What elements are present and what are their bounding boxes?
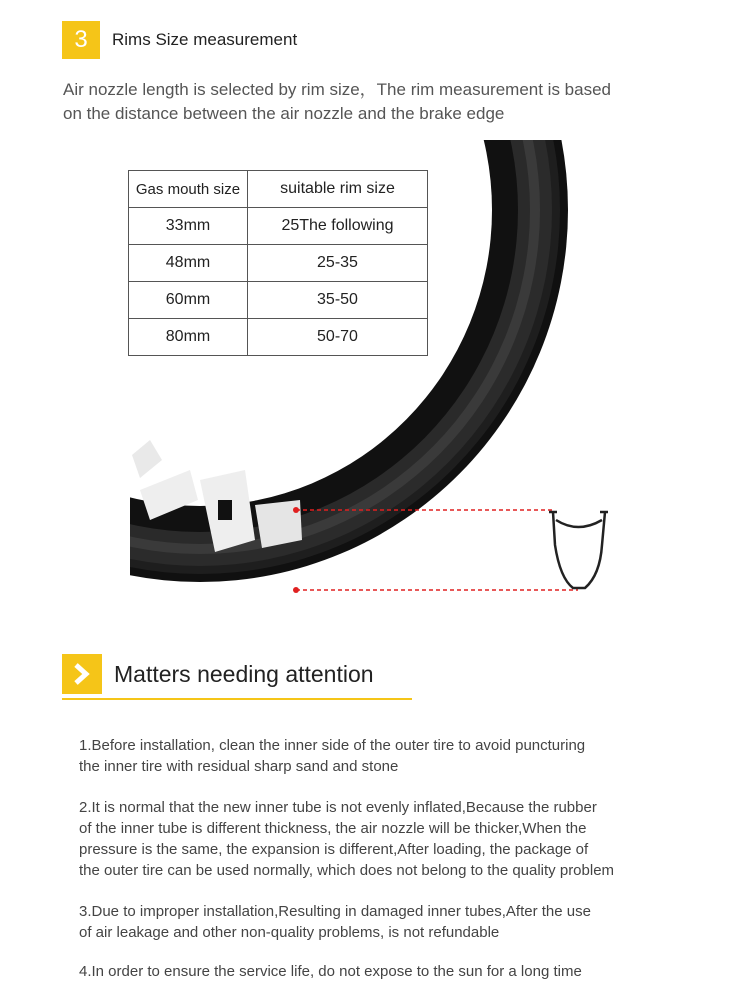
note-item [79, 797, 614, 881]
note-line: 2.It is normal that the new inner tube is not evenly inflated,Because the rubber [79, 799, 597, 816]
table-header: suitable rim size [248, 171, 428, 208]
rim-profile-icon [549, 512, 608, 588]
table-row [129, 245, 428, 282]
note-item [79, 901, 591, 943]
note-line: 3.Due to improper installation,Resulting in damaged inner tubes,After the use [79, 903, 591, 920]
note-line: the inner tire with residual sharp sand and stone [79, 758, 399, 775]
rim-size-table [128, 170, 428, 356]
table-row [129, 208, 428, 245]
section-number-badge: 3 [62, 21, 100, 59]
table-cell: 48mm [129, 245, 248, 282]
table-cell: 50-70 [248, 319, 428, 356]
intro-line: Air nozzle length is selected by rim size，The rim measurement is based [63, 80, 611, 99]
note-line: the outer tire can be used normally, which does not belong to the quality problem [79, 862, 615, 879]
intro-line: on the distance between the air nozzle and the brake edge [63, 104, 505, 123]
table-header: Gas mouth size [129, 171, 248, 208]
table-row [129, 282, 428, 319]
table-row [129, 319, 428, 356]
table-cell: 80mm [129, 319, 248, 356]
note-item [79, 735, 585, 777]
section-title: Rims Size measurement [112, 30, 298, 49]
table-cell: 25The following [248, 208, 428, 245]
table-cell: 33mm [129, 208, 248, 245]
note-line: of air leakage and other non-quality problems, is not refundable [79, 924, 500, 941]
table-cell: 60mm [129, 282, 248, 319]
note-line: pressure is the same, the expansion is different,After loading, the package of [79, 841, 589, 858]
note-line: 4.In order to ensure the service life, do not expose to the sun for a long time [79, 963, 582, 980]
chevron-right-icon [62, 654, 102, 694]
note-line: of the inner tube is different thickness, the air nozzle will be thicker,When the [79, 820, 587, 837]
attention-title: Matters needing attention [114, 660, 374, 687]
table-cell: 35-50 [248, 282, 428, 319]
attention-header [62, 650, 412, 700]
table-header-row [129, 171, 428, 208]
note-line: 1.Before installation, clean the inner side of the outer tire to avoid puncturing [79, 737, 586, 754]
note-item [79, 961, 582, 982]
table-cell: 25-35 [248, 245, 428, 282]
